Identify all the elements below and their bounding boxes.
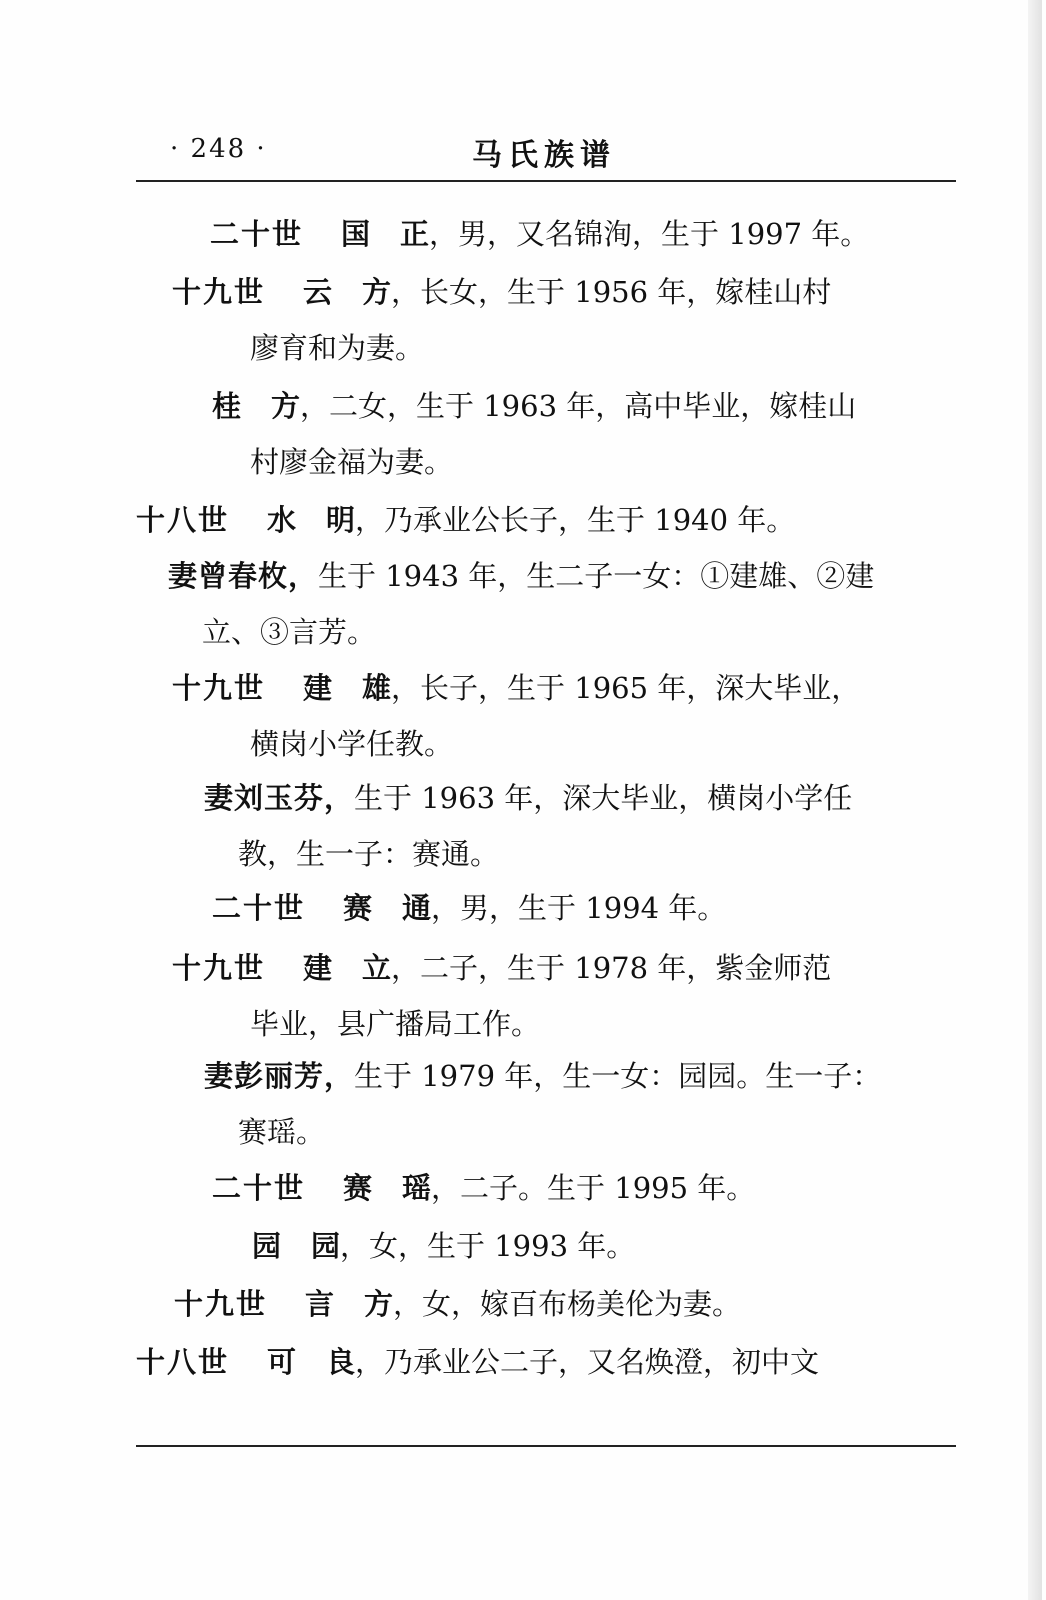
entry-text: ，乃承业公二子，又名焕澄，初中文 (355, 1345, 820, 1379)
person-name: 建立 (303, 951, 422, 985)
header-rule (136, 180, 956, 182)
entry-guozheng (210, 206, 869, 262)
entry-continuation: 村廖金福为妻。 (250, 445, 454, 479)
entry-line (174, 1276, 741, 1332)
entry-text: ，二子。生于 1995 年。 (431, 1171, 756, 1205)
entry-saiyao (212, 1160, 755, 1216)
footer-rule (136, 1445, 956, 1447)
entry-line (252, 1218, 635, 1274)
entry-text: ，长子，生于 1965 年，深大毕业， (391, 671, 861, 705)
generation-label: 十八世 (136, 1345, 230, 1379)
entry-guifang (212, 378, 856, 490)
person-name: 可良 (267, 1345, 386, 1379)
entry-continuation: 赛瑶。 (238, 1115, 326, 1149)
entry-line (204, 770, 852, 826)
generation-label: 十九世 (172, 671, 266, 705)
entry-continuation: 毕业，县广播局工作。 (250, 1007, 541, 1041)
entry-text: ，二女，生于 1963 年，高中毕业，嫁桂山 (300, 389, 857, 423)
entry-text: ，长女，生于 1956 年，嫁桂山村 (391, 275, 832, 309)
person-name: 言方 (305, 1287, 424, 1321)
entry-spouse-peng (204, 1048, 881, 1160)
entry-line (136, 1334, 819, 1390)
entry-jianxiong (172, 660, 860, 772)
book-title: 马氏族谱 (472, 138, 616, 173)
entry-line (212, 378, 856, 434)
generation-label: 十八世 (136, 503, 230, 537)
entry-continuation: 横岗小学任教。 (250, 727, 454, 761)
entry-line (168, 548, 874, 604)
generation-label: 十九世 (172, 951, 266, 985)
entry-text: ，女，嫁百布杨美伦为妻。 (393, 1287, 742, 1321)
generation-label: 二十世 (212, 891, 306, 925)
entry-line (172, 264, 831, 320)
entry-continuation: 廖育和为妻。 (250, 331, 425, 365)
spouse-name: 妻刘玉芬， (204, 781, 355, 815)
generation-label: 十九世 (174, 1287, 268, 1321)
entry-line (172, 940, 831, 996)
entry-continuation: 教，生一子：赛通。 (238, 837, 500, 871)
entry-text: 生于 1979 年，生一女：园园。生一子： (354, 1059, 882, 1093)
generation-label: 二十世 (210, 217, 304, 251)
person-name: 园园 (252, 1229, 371, 1263)
person-name: 水明 (267, 503, 386, 537)
entry-keliang (136, 1334, 819, 1390)
generation-label: 十九世 (172, 275, 266, 309)
entry-yuanyuan (252, 1218, 635, 1274)
entry-text: 生于 1943 年，生二子一女：①建雄、②建 (318, 559, 875, 593)
entry-yanfang (174, 1276, 741, 1332)
running-header (136, 130, 956, 174)
person-name: 桂方 (212, 389, 331, 423)
entry-line (212, 880, 726, 936)
entry-text: ，女，生于 1993 年。 (340, 1229, 636, 1263)
person-name: 赛通 (343, 891, 462, 925)
entry-shuiming (136, 492, 795, 548)
entry-text: ，男，生于 1994 年。 (431, 891, 727, 925)
entry-spouse-liu (204, 770, 852, 882)
entry-text: ，二子，生于 1978 年，紫金师范 (391, 951, 832, 985)
spouse-name: 妻曾春枚， (168, 559, 319, 593)
person-name: 建雄 (303, 671, 422, 705)
entry-line (172, 660, 860, 716)
entry-jianli (172, 940, 831, 1052)
entry-text: ，男，又名锦洵，生于 1997 年。 (429, 217, 870, 251)
person-name: 赛瑶 (343, 1171, 462, 1205)
entry-saitong (212, 880, 726, 936)
person-name: 国正 (341, 217, 460, 251)
page-edge (1028, 0, 1042, 1600)
page-number: · 248 · (170, 134, 267, 164)
person-name: 云方 (303, 275, 422, 309)
generation-label: 二十世 (212, 1171, 306, 1205)
entry-continuation: 立、③言芳。 (202, 615, 377, 649)
entry-yunfang (172, 264, 831, 376)
entry-line (204, 1048, 881, 1104)
spouse-name: 妻彭丽芳， (204, 1059, 355, 1093)
entry-line (136, 492, 795, 548)
entry-line (212, 1160, 755, 1216)
entry-text: ，乃承业公长子，生于 1940 年。 (355, 503, 796, 537)
entry-text: 生于 1963 年，深大毕业，横岗小学任 (354, 781, 853, 815)
entry-line (210, 206, 869, 262)
entry-spouse-zeng (168, 548, 874, 660)
